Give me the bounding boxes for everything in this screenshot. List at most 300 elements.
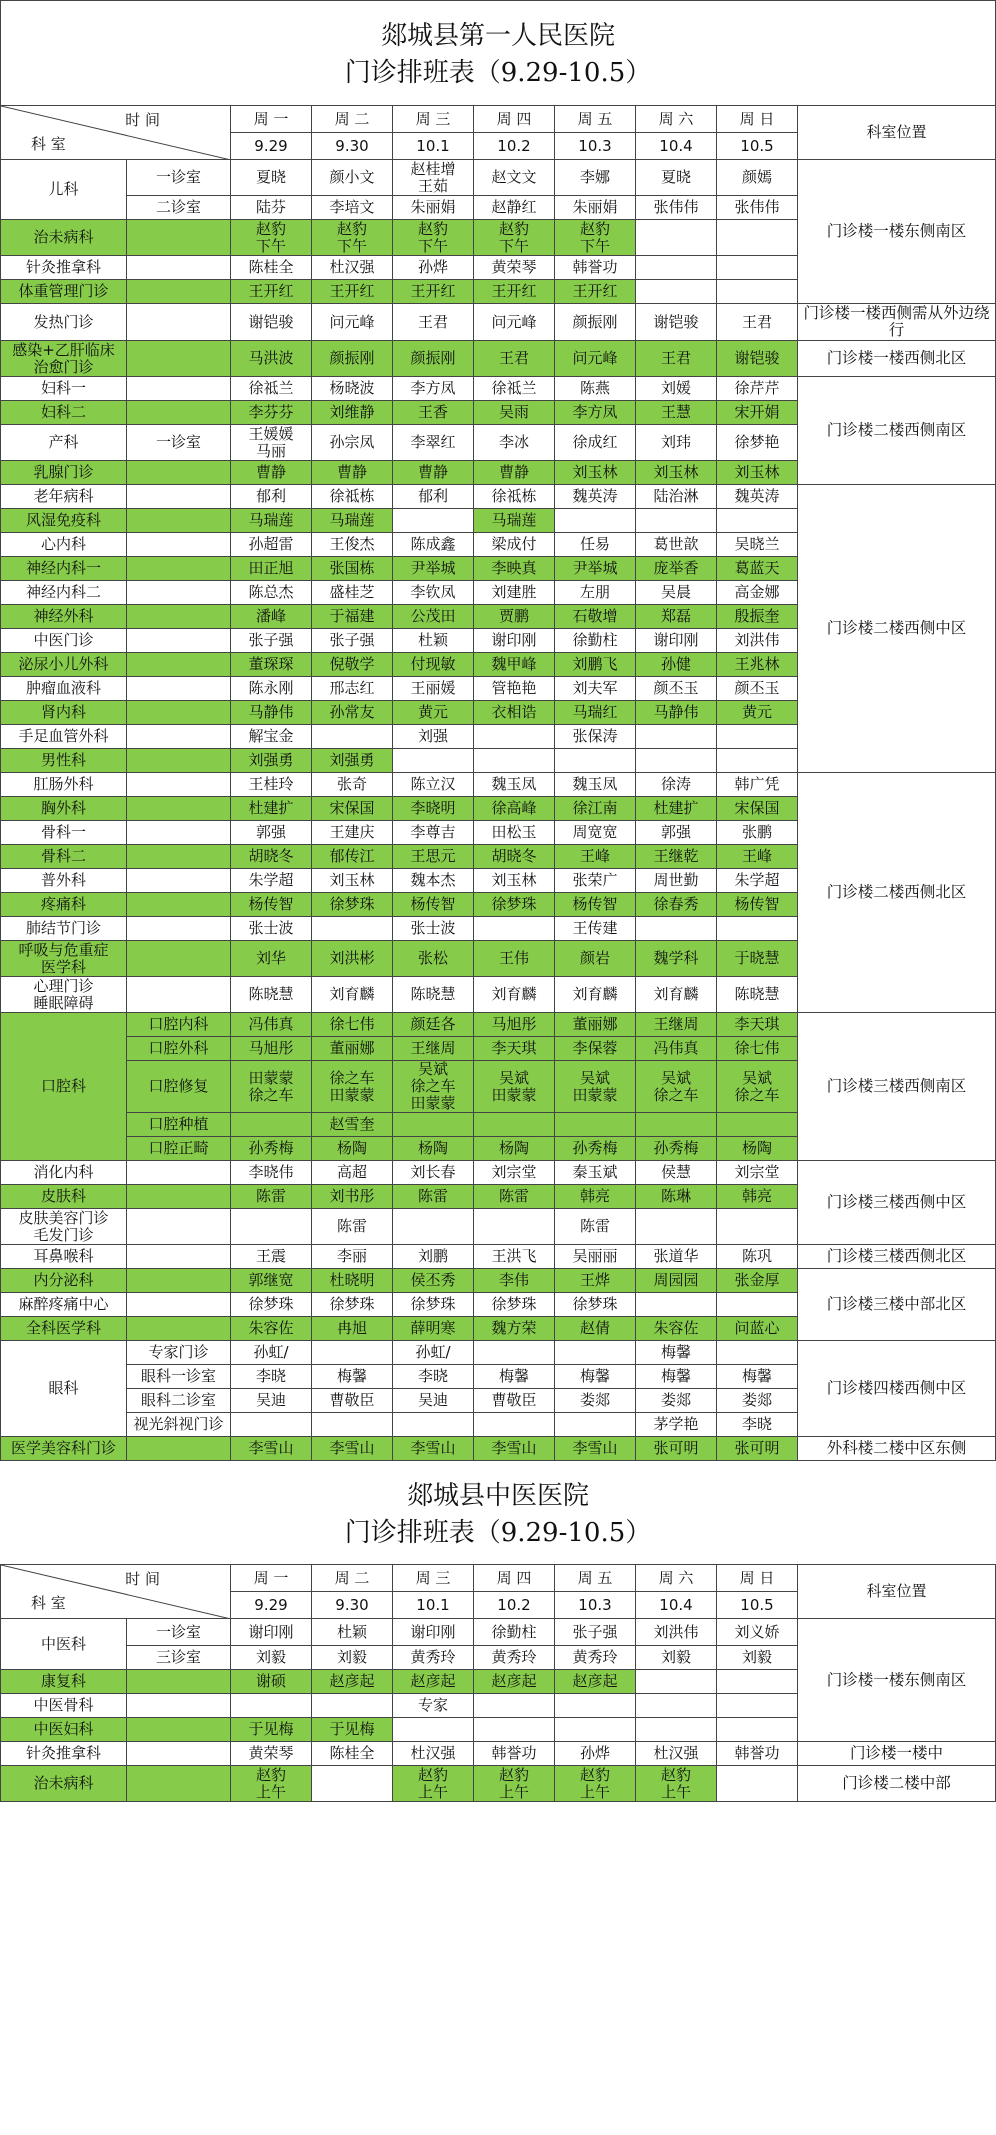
clinic-room [127,845,231,869]
department-name: 感染+乙肝临床 治愈门诊 [1,341,127,377]
doctor-cell [636,1113,717,1137]
clinic-room: 口腔内科 [127,1013,231,1037]
doctor-cell: 孙秀梅 [555,1137,636,1161]
doctor-cell: 吴斌 徐之车 [636,1061,717,1113]
doctor-cell: 李伟 [474,1269,555,1293]
clinic-room: 口腔种植 [127,1113,231,1137]
doctor-cell: 魏英涛 [717,485,798,509]
doctor-cell: 张子强 [555,1619,636,1646]
clinic-room [127,220,231,256]
doctor-cell: 孙超雷 [231,533,312,557]
doctor-cell: 刘宗堂 [474,1161,555,1185]
doctor-cell: 刘媛 [636,377,717,401]
doctor-cell: 张保涛 [555,725,636,749]
doctor-cell: 公茂田 [393,605,474,629]
doctor-cell: 谢印刚 [393,1619,474,1646]
doctor-cell: 杨传智 [393,893,474,917]
doctor-cell [636,1718,717,1742]
doctor-cell [393,749,474,773]
doctor-cell [636,1670,717,1694]
doctor-cell: 王建庆 [312,821,393,845]
clinic-room [127,1293,231,1317]
schedule-row [1,1245,996,1269]
department-name: 神经内科一 [1,557,127,581]
doctor-cell: 吴晓兰 [717,533,798,557]
department-name: 手足血管外科 [1,725,127,749]
doctor-cell [636,256,717,280]
doctor-cell: 侯丕秀 [393,1269,474,1293]
doctor-cell [474,1718,555,1742]
doctor-cell: 王继乾 [636,845,717,869]
doctor-cell: 李晓 [393,1365,474,1389]
doctor-cell [231,1209,312,1245]
doctor-cell: 韩亮 [555,1185,636,1209]
doctor-cell: 黄秀玲 [555,1646,636,1670]
doctor-cell: 杨传智 [555,893,636,917]
doctor-cell: 倪敬学 [312,653,393,677]
doctor-cell: 陈雷 [555,1209,636,1245]
doctor-cell: 颜振刚 [555,304,636,341]
doctor-cell: 魏本杰 [393,869,474,893]
doctor-cell: 石敬增 [555,605,636,629]
doctor-cell: 韩誉功 [717,1742,798,1766]
department-name: 产科 [1,425,127,461]
doctor-cell [474,1209,555,1245]
clinic-room [127,280,231,304]
doctor-cell [636,1694,717,1718]
doctor-cell [474,725,555,749]
doctor-cell [393,1413,474,1437]
doctor-cell: 李培文 [312,196,393,220]
schedule-row [1,485,996,509]
doctor-cell: 张子强 [231,629,312,653]
doctor-cell: 魏方荣 [474,1317,555,1341]
date-header: 10.4 [636,133,717,160]
doctor-cell: 田蒙蒙 徐之车 [231,1061,312,1113]
clinic-room [127,629,231,653]
doctor-cell: 李尊吉 [393,821,474,845]
doctor-cell: 朱学超 [717,869,798,893]
doctor-cell [717,509,798,533]
weekday-header: 周 日 [717,106,798,133]
department-name: 医学美容科门诊 [1,1437,127,1461]
doctor-cell [555,1341,636,1365]
doctor-cell [393,1113,474,1137]
department-name: 妇科二 [1,401,127,425]
clinic-room: 一诊室 [127,1619,231,1646]
doctor-cell: 李保蓉 [555,1037,636,1061]
doctor-cell: 颜丕玉 [717,677,798,701]
doctor-cell: 李晓明 [393,797,474,821]
clinic-room [127,581,231,605]
doctor-cell: 徐祗栋 [312,485,393,509]
doctor-cell [555,1718,636,1742]
doctor-cell: 徐梦珠 [393,1293,474,1317]
doctor-cell [312,725,393,749]
doctor-cell: 王慧 [636,401,717,425]
doctor-cell: 徐高峰 [474,797,555,821]
clinic-room [127,401,231,425]
doctor-cell: 黄元 [393,701,474,725]
clinic-room [127,773,231,797]
doctor-cell: 刘育麟 [312,977,393,1013]
doctor-cell: 孙常友 [312,701,393,725]
doctor-cell: 刘夫军 [555,677,636,701]
doctor-cell: 王伟 [474,941,555,977]
room-location: 门诊楼一楼西侧需从外边绕行 [798,304,996,341]
doctor-cell: 王峰 [717,845,798,869]
doctor-cell: 田正旭 [231,557,312,581]
clinic-room: 专家门诊 [127,1341,231,1365]
doctor-cell: 茅学艳 [636,1413,717,1437]
doctor-cell: 杜汉强 [393,1742,474,1766]
doctor-cell: 王烨 [555,1269,636,1293]
clinic-room: 一诊室 [127,425,231,461]
doctor-cell: 杜颖 [312,1619,393,1646]
doctor-cell: 赵彦起 [474,1670,555,1694]
doctor-cell: 王开红 [312,280,393,304]
clinic-room [127,1161,231,1185]
doctor-cell: 马瑞莲 [474,509,555,533]
doctor-cell: 谢硕 [231,1670,312,1694]
department-name: 中医妇科 [1,1718,127,1742]
department-name: 内分泌科 [1,1269,127,1293]
doctor-cell: 李天琪 [717,1013,798,1037]
doctor-cell: 刘育麟 [555,977,636,1013]
doctor-cell: 张鹏 [717,821,798,845]
doctor-cell: 马旭彤 [231,1037,312,1061]
department-name: 肾内科 [1,701,127,725]
doctor-cell: 张伟伟 [717,196,798,220]
doctor-cell: 吴迪 [393,1389,474,1413]
doctor-cell: 王君 [393,304,474,341]
doctor-cell: 朱丽娟 [555,196,636,220]
doctor-cell: 陈晓慧 [231,977,312,1013]
doctor-cell: 颜廷各 [393,1013,474,1037]
doctor-cell: 梅馨 [636,1341,717,1365]
doctor-cell: 曹敬臣 [474,1389,555,1413]
doctor-cell: 杨传智 [231,893,312,917]
doctor-cell [393,1209,474,1245]
date-header: 10.1 [393,1592,474,1619]
weekday-header: 周 三 [393,106,474,133]
doctor-cell [717,917,798,941]
doctor-cell: 王开红 [231,280,312,304]
doctor-cell [231,1413,312,1437]
doctor-cell: 徐梦珠 [231,1293,312,1317]
clinic-room: 一诊室 [127,160,231,196]
doctor-cell: 韩广凭 [717,773,798,797]
doctor-cell: 冯伟真 [231,1013,312,1037]
clinic-room [127,461,231,485]
doctor-cell: 刘强勇 [312,749,393,773]
clinic-room [127,1185,231,1209]
doctor-cell: 徐芹芹 [717,377,798,401]
weekday-header: 周 三 [393,1565,474,1592]
hospital1-title-block [0,0,996,105]
department-name: 心理门诊 睡眠障碍 [1,977,127,1013]
clinic-room [127,977,231,1013]
hospital2-schedule-title: 门诊排班表（9.29-10.5） [344,1518,652,1548]
clinic-room [127,304,231,341]
date-header: 9.29 [231,1592,312,1619]
doctor-cell: 谢铠骏 [231,304,312,341]
schedule-row [1,1437,996,1461]
doctor-cell [717,256,798,280]
clinic-room: 口腔修复 [127,1061,231,1113]
schedule-row [1,1341,996,1365]
doctor-cell [555,749,636,773]
doctor-cell [474,1413,555,1437]
doctor-cell [636,1209,717,1245]
weekday-header: 周 五 [555,106,636,133]
doctor-cell: 马瑞莲 [231,509,312,533]
doctor-cell: 左朋 [555,581,636,605]
doctor-cell: 刘强 [393,725,474,749]
doctor-cell: 杨陶 [312,1137,393,1161]
weekday-header: 周 二 [312,1565,393,1592]
doctor-cell: 韩誉功 [474,1742,555,1766]
doctor-cell: 杨陶 [393,1137,474,1161]
doctor-cell: 董丽娜 [312,1037,393,1061]
doctor-cell: 郭继宽 [231,1269,312,1293]
doctor-cell: 刘洪伟 [717,629,798,653]
clinic-room [127,893,231,917]
doctor-cell: 张可明 [717,1437,798,1461]
doctor-cell: 曹静 [393,461,474,485]
doctor-cell: 付现敏 [393,653,474,677]
date-header: 10.2 [474,133,555,160]
doctor-cell: 黄荣琴 [474,256,555,280]
clinic-room [127,917,231,941]
doctor-cell: 谢印刚 [231,1619,312,1646]
room-location: 门诊楼一楼东侧南区 [798,1619,996,1742]
location-header: 科室位置 [798,1565,996,1619]
department-name: 中医科 [1,1619,127,1670]
doctor-cell: 周园园 [636,1269,717,1293]
doctor-cell: 李钦凤 [393,581,474,605]
doctor-cell: 陆治淋 [636,485,717,509]
doctor-cell: 王丽媛 [393,677,474,701]
doctor-cell [393,1718,474,1742]
doctor-cell [312,1341,393,1365]
department-name: 普外科 [1,869,127,893]
doctor-cell [717,1694,798,1718]
clinic-room: 口腔正畸 [127,1137,231,1161]
dept-label: 科 室 [31,1594,66,1612]
doctor-cell: 陈晓慧 [717,977,798,1013]
doctor-cell: 孙宗凤 [312,425,393,461]
doctor-cell: 徐涛 [636,773,717,797]
clinic-room [127,341,231,377]
doctor-cell: 李晓 [231,1365,312,1389]
room-location: 门诊楼二楼西侧北区 [798,773,996,1013]
room-location: 门诊楼一楼西侧北区 [798,341,996,377]
doctor-cell: 张国栋 [312,557,393,581]
department-name: 全科医学科 [1,1317,127,1341]
doctor-cell [474,1113,555,1137]
doctor-cell: 庞举香 [636,557,717,581]
doctor-cell: 王震 [231,1245,312,1269]
doctor-cell: 董丽娜 [555,1013,636,1037]
doctor-cell: 秦玉斌 [555,1161,636,1185]
doctor-cell: 赵豹 上午 [636,1766,717,1802]
doctor-cell: 问元峰 [555,341,636,377]
department-name: 乳腺门诊 [1,461,127,485]
department-name: 疼痛科 [1,893,127,917]
doctor-cell: 尹举城 [393,557,474,581]
doctor-cell: 陈琳 [636,1185,717,1209]
doctor-cell: 杜汉强 [312,256,393,280]
schedule-row [1,1766,996,1802]
doctor-cell: 陈总杰 [231,581,312,605]
clinic-room [127,605,231,629]
doctor-cell: 张金厚 [717,1269,798,1293]
doctor-cell: 吴斌 田蒙蒙 [555,1061,636,1113]
doctor-cell: 张可明 [636,1437,717,1461]
doctor-cell [717,1113,798,1137]
doctor-cell: 孙烨 [555,1742,636,1766]
department-name: 发热门诊 [1,304,127,341]
doctor-cell: 赵彦起 [393,1670,474,1694]
doctor-cell: 刘毅 [717,1646,798,1670]
doctor-cell: 刘玮 [636,425,717,461]
clinic-room [127,485,231,509]
doctor-cell [555,1694,636,1718]
doctor-cell: 王君 [636,341,717,377]
doctor-cell: 王洪飞 [474,1245,555,1269]
doctor-cell: 杜晓明 [312,1269,393,1293]
doctor-cell: 曹敬臣 [312,1389,393,1413]
doctor-cell: 李雪山 [555,1437,636,1461]
doctor-cell: 张道华 [636,1245,717,1269]
weekday-header: 周 一 [231,1565,312,1592]
clinic-room [127,509,231,533]
schedule-row [1,341,996,377]
doctor-cell: 赵豹 下午 [393,220,474,256]
doctor-cell [474,749,555,773]
doctor-cell: 王继周 [636,1013,717,1037]
doctor-cell: 赵彦起 [312,1670,393,1694]
doctor-cell: 李方凤 [393,377,474,401]
department-name: 骨科一 [1,821,127,845]
doctor-cell: 杜建扩 [636,797,717,821]
doctor-cell: 刘玉林 [474,869,555,893]
doctor-cell: 徐祗兰 [474,377,555,401]
doctor-cell: 徐祗兰 [231,377,312,401]
doctor-cell: 张伟伟 [636,196,717,220]
schedule-row [1,1742,996,1766]
doctor-cell: 赵桂增 王茹 [393,160,474,196]
doctor-cell: 李翠红 [393,425,474,461]
clinic-room [127,533,231,557]
doctor-cell [636,749,717,773]
doctor-cell: 高超 [312,1161,393,1185]
doctor-cell [717,1718,798,1742]
schedule-row [1,1619,996,1646]
doctor-cell: 徐勤柱 [474,1619,555,1646]
doctor-cell: 专家 [393,1694,474,1718]
doctor-cell: 任易 [555,533,636,557]
doctor-cell: 徐之车 田蒙蒙 [312,1061,393,1113]
room-location: 门诊楼三楼西侧北区 [798,1245,996,1269]
doctor-cell: 吴斌 徐之车 田蒙蒙 [393,1061,474,1113]
department-name: 治未病科 [1,220,127,256]
doctor-cell: 刘书彤 [312,1185,393,1209]
doctor-cell: 魏甲峰 [474,653,555,677]
doctor-cell: 杨传智 [717,893,798,917]
date-header: 10.5 [717,1592,798,1619]
weekday-header: 周 四 [474,1565,555,1592]
doctor-cell: 刘毅 [312,1646,393,1670]
department-name: 针灸推拿科 [1,256,127,280]
doctor-cell: 谢铠骏 [636,304,717,341]
doctor-cell: 张奇 [312,773,393,797]
doctor-cell: 赵文文 [474,160,555,196]
doctor-cell: 孙秀梅 [636,1137,717,1161]
doctor-cell [474,1341,555,1365]
clinic-room [127,701,231,725]
weekday-header: 周 日 [717,1565,798,1592]
hospital2-title-block [0,1461,996,1564]
doctor-cell: 梅馨 [636,1365,717,1389]
doctor-cell: 殷振奎 [717,605,798,629]
doctor-cell: 于晓慧 [717,941,798,977]
doctor-cell: 颜振刚 [393,341,474,377]
doctor-cell: 黄元 [717,701,798,725]
hospital1-name: 郯城县第一人民医院 [380,21,615,51]
doctor-cell: 梅馨 [312,1365,393,1389]
department-name: 皮肤科 [1,1185,127,1209]
doctor-cell [636,509,717,533]
doctor-cell: 徐勤柱 [555,629,636,653]
clinic-room [127,941,231,977]
doctor-cell [717,725,798,749]
room-location: 外科楼二楼中区东侧 [798,1437,996,1461]
clinic-room [127,1269,231,1293]
time-dept-corner-cell [1,106,231,160]
doctor-cell: 吴迪 [231,1389,312,1413]
schedule-row [1,1269,996,1293]
doctor-cell: 王君 [474,341,555,377]
doctor-cell [636,725,717,749]
doctor-cell: 王传建 [555,917,636,941]
doctor-cell: 魏学科 [636,941,717,977]
doctor-cell: 李雪山 [231,1437,312,1461]
clinic-room [127,797,231,821]
doctor-cell: 王媛媛 马丽 [231,425,312,461]
doctor-cell: 黄秀玲 [474,1646,555,1670]
doctor-cell [636,917,717,941]
clinic-room [127,677,231,701]
room-location: 门诊楼三楼中部北区 [798,1269,996,1341]
weekday-header: 周 一 [231,106,312,133]
doctor-cell: 李雪山 [393,1437,474,1461]
doctor-cell [312,917,393,941]
doctor-cell: 贾鹏 [474,605,555,629]
doctor-cell: 赵豹 下午 [231,220,312,256]
doctor-cell: 谢印刚 [636,629,717,653]
date-header: 10.1 [393,133,474,160]
doctor-cell: 杜汉强 [636,1742,717,1766]
clinic-room [127,1742,231,1766]
doctor-cell: 杜建扩 [231,797,312,821]
doctor-cell: 魏玉凤 [474,773,555,797]
clinic-room: 三诊室 [127,1646,231,1670]
schedule-row [1,160,996,196]
doctor-cell: 李丽 [312,1245,393,1269]
doctor-cell: 梅馨 [717,1365,798,1389]
